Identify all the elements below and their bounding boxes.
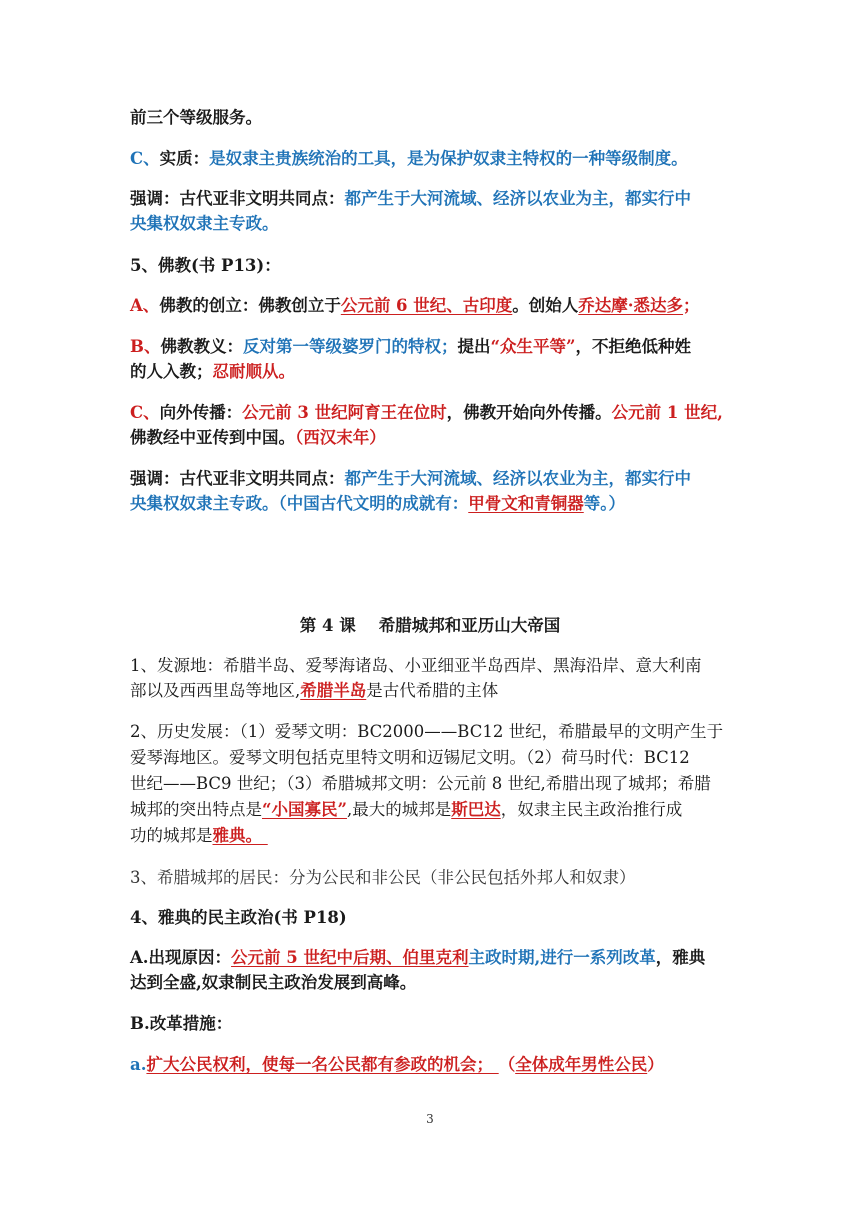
text: 公元前 3 世纪阿育王在位时 (242, 403, 447, 422)
underlined-text: 斯巴达 (451, 800, 501, 819)
text: 向外传播： (159, 403, 243, 422)
label: B、 (130, 337, 161, 356)
paragraph-continuation (130, 106, 740, 130)
text: 佛教经中亚传到中国。 (130, 428, 295, 447)
text: （西汉末年） (295, 428, 386, 447)
text: 是古代希腊的主体 (366, 681, 499, 700)
label: A、 (130, 296, 160, 315)
label: 实质： (159, 149, 210, 168)
page-number: 3 (426, 1112, 434, 1126)
paragraph-history (130, 720, 740, 744)
paragraph-emphasis-2-cont (130, 492, 740, 516)
section-heading-buddhism (130, 254, 740, 278)
text: ，奴隶主民主政治推行成 (500, 800, 683, 819)
text: 佛教教义： (160, 337, 243, 356)
underlined-text: “小国寡民” (262, 800, 347, 819)
text: 前三个等级服务。 (130, 108, 262, 127)
paragraph-emphasis-1 (130, 187, 740, 211)
text: 功的城邦是 (130, 826, 213, 845)
section-heading-reforms (130, 1012, 740, 1036)
text: “众生平等” (490, 337, 576, 356)
lesson-title (0, 614, 860, 638)
paragraph-athens-cause (130, 946, 740, 970)
text: 城邦的突出特点是 (130, 800, 262, 819)
text: 忍耐顺从。 (212, 362, 295, 381)
text: 的人入教； (130, 362, 213, 381)
underlined-text: 雅典。 (212, 826, 268, 845)
paragraph-history-5 (130, 824, 740, 848)
text: ，雅典 (655, 948, 706, 967)
paragraph-origin (130, 654, 740, 678)
text: 反对第一等级婆罗门的特权； (242, 337, 458, 356)
text: 2、历史发展：（1）爱琴文明：BC2000——BC12 世纪，希腊最早的文明产生于 (130, 722, 724, 741)
paragraph-origin-cont (130, 679, 740, 703)
text: 3、希腊城邦的居民：分为公民和非公民（非公民包括外邦人和奴隶） (130, 868, 636, 887)
text: 佛教的创立：佛教创立于 (159, 296, 341, 315)
label: C、 (130, 403, 160, 422)
paragraph-residents (130, 866, 740, 890)
paragraph-history-3 (130, 772, 740, 796)
heading: 第 4 课 希腊城邦和亚历山大帝国 (299, 616, 561, 635)
underlined-text: 全体成年男性公民 (515, 1055, 648, 1074)
paragraph-buddhism-founding (130, 294, 740, 318)
text: ； (683, 296, 700, 315)
text: 部以及西西里岛等地区, (130, 681, 301, 700)
label: 强调：古代亚非文明共同点： (130, 189, 345, 208)
text: 1、发源地：希腊半岛、爱琴海诸岛、小亚细亚半岛西岸、黑海沿岸、意大利南 (130, 656, 702, 675)
heading: 5、佛教(书 P13)： (130, 256, 281, 275)
label: 强调：古代亚非文明共同点： (130, 469, 345, 488)
text: ，不拒绝低种姓 (575, 337, 691, 356)
underlined-text: 扩大公民权利，使每一名公民都有参政的机会； (146, 1055, 499, 1074)
text: 提出 (457, 337, 491, 356)
text: 是奴隶主贵族统治的工具，是为保护奴隶主特权的一种等级制度。 (209, 149, 688, 168)
section-heading-athens (130, 906, 740, 930)
text: 爱琴海地区。爱琴文明包括克里特文明和迈锡尼文明。（2）荷马时代：BC12 (130, 748, 690, 767)
heading: 4、雅典的民主政治(书 P18) (130, 908, 347, 927)
text: （ (498, 1055, 516, 1074)
paragraph-history-4 (130, 798, 740, 822)
paragraph-emphasis-2 (130, 467, 740, 491)
underlined-text: 公元前 5 世纪中后期、伯里克利 (231, 948, 469, 967)
paragraph-history-2 (130, 746, 740, 770)
label: a. (130, 1055, 147, 1074)
label: A.出现原因： (130, 948, 232, 967)
text: 世纪——BC9 世纪；（3）希腊城邦文明：公元前 8 世纪,希腊出现了城邦；希腊 (130, 774, 711, 793)
text: ，佛教开始向外传播。 (446, 403, 612, 422)
text: 等。） (583, 494, 625, 513)
paragraph-buddhism-doctrine-cont (130, 360, 740, 384)
label: C、 (130, 149, 160, 168)
text: 都产生于大河流域、经济以农业为主，都实行中 (344, 469, 691, 488)
text: 。创始人 (512, 296, 579, 315)
underlined-text: 甲骨文和青铜器 (468, 494, 584, 513)
text: （中国古代文明的成就有： (278, 494, 469, 513)
underlined-text: 公元前 6 世纪、古印度 (340, 296, 513, 315)
paragraph-essence (130, 147, 740, 171)
text: 达到全盛,奴隶制民主政治发展到高峰。 (130, 973, 417, 992)
text: 央集权奴隶主专政。 (130, 214, 279, 233)
paragraph-buddhism-doctrine (130, 335, 740, 359)
paragraph-reform-a (130, 1053, 740, 1077)
text: 主政时期,进行一系列改革 (468, 948, 656, 967)
text: ） (647, 1055, 664, 1074)
text: 公元前 1 世纪, (611, 403, 723, 422)
text: 都产生于大河流域、经济以农业为主，都实行中 (344, 189, 691, 208)
underlined-text: 乔达摩·悉达多 (578, 296, 684, 315)
paragraph-buddhism-spread-cont (130, 426, 740, 450)
paragraph-athens-cause-cont (130, 971, 740, 995)
paragraph-buddhism-spread (130, 401, 740, 425)
underlined-text: 希腊半岛 (300, 681, 367, 700)
text: ,最大的城邦是 (346, 800, 452, 819)
text: 央集权奴隶主专政。 (130, 494, 279, 513)
paragraph-emphasis-1-cont (130, 212, 740, 236)
heading: B.改革措施： (130, 1014, 233, 1033)
